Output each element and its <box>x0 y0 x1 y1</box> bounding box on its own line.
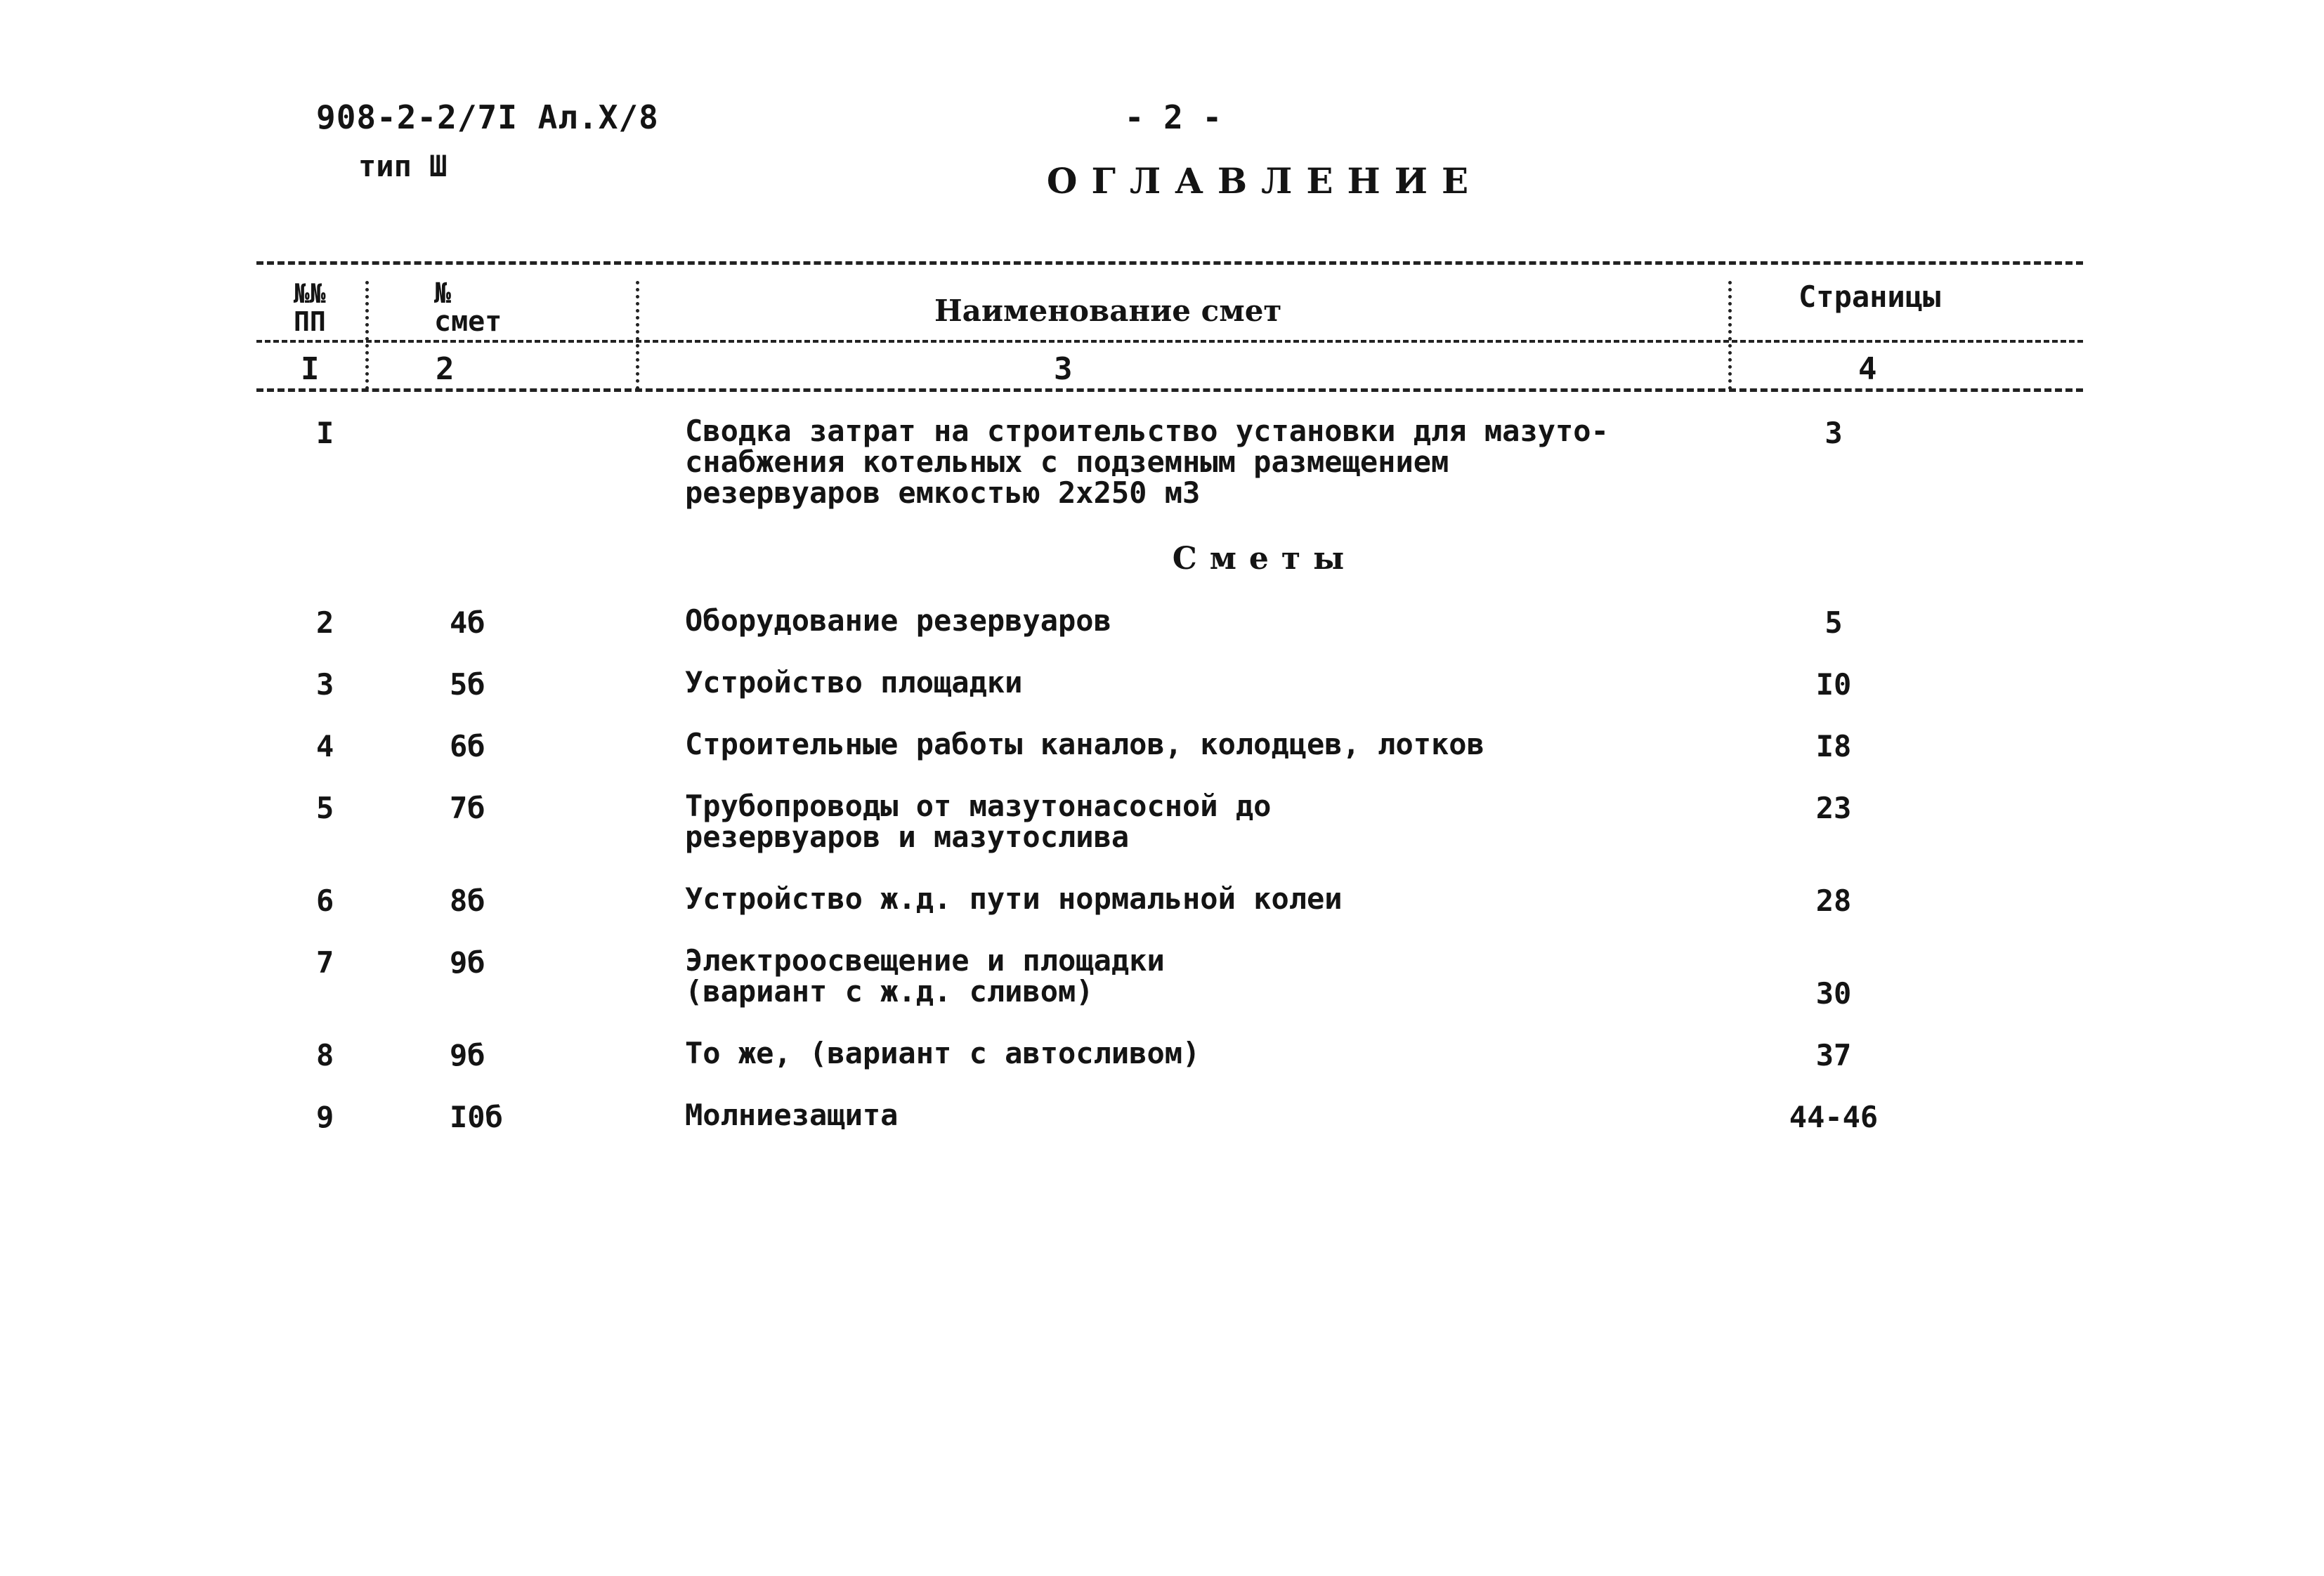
table-top-rule <box>256 261 2083 265</box>
row-estimate-name: Молниезащита <box>685 1098 899 1132</box>
row-number: 7 <box>316 945 334 980</box>
row-pages: I8 <box>1815 729 1852 763</box>
row-estimate-code: 7б <box>450 791 485 825</box>
column-number: 4 <box>1858 351 1877 387</box>
row-estimate-code: 5б <box>450 667 485 702</box>
row-estimate-name: Трубопроводы от мазутонасосной до резервуаров и мазутослива <box>685 789 1272 854</box>
row-number: 5 <box>316 791 334 825</box>
table-header-rule <box>256 340 2083 343</box>
row-estimate-code: 4б <box>450 605 485 640</box>
header-pages: Страницы <box>1799 280 1941 314</box>
header-item-number: №№ ПП <box>294 278 326 337</box>
row-estimate-name: Электроосвещение и площадки (вариант с ж.д. сливом) <box>685 943 1165 1009</box>
row-estimate-name: Оборудование резервуаров <box>685 603 1111 638</box>
document-code: 908-2-2/7I Ал.Х/8 <box>316 98 659 136</box>
row-estimate-code: 8б <box>450 884 485 918</box>
column-separator <box>1728 281 1732 390</box>
row-estimate-name: Строительные работы каналов, колодцев, лотков <box>685 727 1484 761</box>
row-estimate-name: Сводка затрат на строительство установки для мазуто- снабжения котельных с подземным размещением резервуаров емкостью 2х250 м3 <box>685 414 1609 510</box>
row-estimate-code: 9б <box>450 1038 485 1072</box>
column-separator <box>636 281 639 390</box>
row-pages: 5 <box>1824 605 1843 640</box>
row-number: 4 <box>316 729 334 763</box>
header-estimate-number: № смет <box>434 277 502 338</box>
row-estimate-code: I0б <box>450 1100 503 1134</box>
column-number: 3 <box>1054 351 1073 387</box>
row-pages: 30 <box>1815 976 1852 1011</box>
page-title: ОГЛАВЛЕНИЕ <box>1046 160 1483 202</box>
table-number-rule <box>256 388 2083 392</box>
row-pages: 3 <box>1824 416 1843 450</box>
row-pages: 37 <box>1815 1038 1852 1072</box>
row-number: 6 <box>316 884 334 918</box>
row-estimate-name: Устройство площадки <box>685 665 1023 700</box>
page-number: - 2 - <box>1124 98 1222 136</box>
row-number: 3 <box>316 667 334 702</box>
row-pages: 44-46 <box>1789 1100 1879 1134</box>
header-estimate-name: Наименование смет <box>934 294 1282 328</box>
row-estimate-code: 6б <box>450 729 485 763</box>
column-separator <box>365 281 369 390</box>
row-estimate-code: 9б <box>450 945 485 980</box>
row-pages: 28 <box>1815 884 1852 918</box>
row-number: 8 <box>316 1038 334 1072</box>
row-pages: I0 <box>1815 667 1852 702</box>
row-estimate-name: Устройство ж.д. пути нормальной колеи <box>685 881 1343 916</box>
row-pages: 23 <box>1815 791 1852 825</box>
section-title: Сметы <box>1172 541 1357 577</box>
column-number: 2 <box>436 351 455 387</box>
row-number: 9 <box>316 1100 334 1134</box>
column-number: I <box>301 351 320 387</box>
row-estimate-name: То же, (вариант с автосливом) <box>685 1036 1201 1070</box>
document-type: тип Ш <box>358 149 448 183</box>
row-number: 2 <box>316 605 334 640</box>
row-number: I <box>316 416 334 450</box>
